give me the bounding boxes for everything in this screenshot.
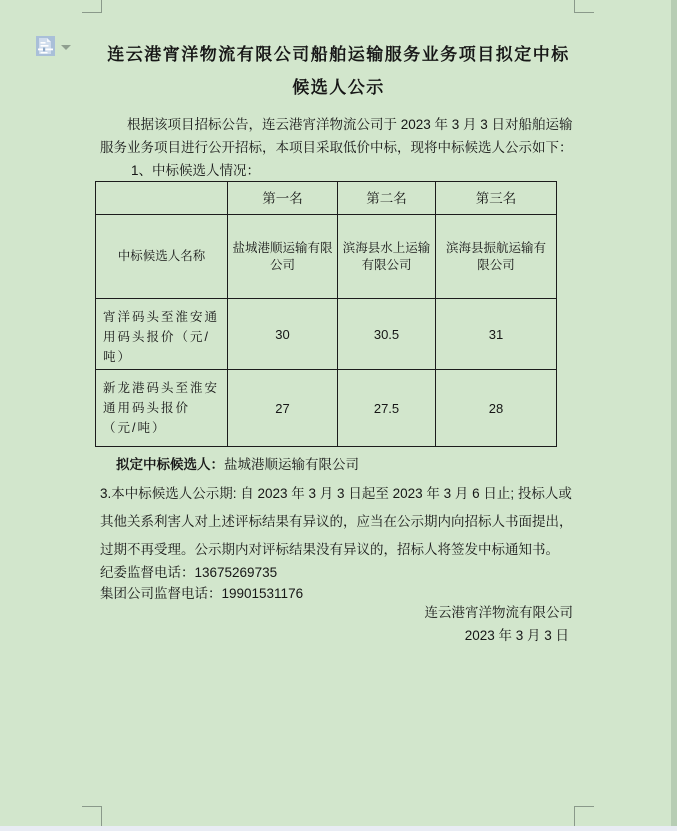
candidates-table [95, 181, 557, 447]
notice-line3: 过期不再受理。公示期内对评标结果没有异议的，招标人将签发中标通知书。 [100, 542, 559, 557]
candidate-name-2: 滨海县水上运输有限公司 [338, 215, 436, 299]
signature-date: 2023 年 3 月 3 日 [464, 628, 569, 643]
margin-corner-mark-bottom-right [574, 806, 594, 826]
price-xinlonggang-3: 28 [436, 370, 557, 447]
price-xinlonggang-2: 27.5 [338, 370, 436, 447]
page-right-edge [671, 0, 677, 831]
row-label-price-xiaoyang: 宵洋码头至淮安通用码头报价（元/吨） [96, 299, 228, 370]
notice-line2: 其他关系利害人对上述评标结果有异议的，应当在公示期内向招标人书面提出， [100, 514, 573, 529]
row-label-price-xinlonggang: 新龙港码头至淮安通用码头报价（元/吨） [96, 370, 228, 447]
notice-paragraph [100, 480, 595, 564]
intro-line3: 1、中标候选人情况： [131, 163, 261, 178]
table-row [96, 370, 557, 447]
document-title-line1: 连云港宵洋物流有限公司船舶运输服务业务项目拟定中标 [107, 45, 570, 64]
price-xiaoyang-1: 30 [228, 299, 338, 370]
proposed-winner-label: 拟定中标候选人： [116, 457, 224, 472]
table-row [96, 299, 557, 370]
candidate-name-1: 盐城港顺运输有限公司 [228, 215, 338, 299]
discipline-phone-line: 纪委监督电话：13675269735 [100, 565, 278, 580]
table-row [96, 182, 557, 215]
proposed-winner-line [116, 453, 359, 473]
intro-line2: 服务业务项目进行公开招标，本项目采取低价中标，现将中标候选人公示如下： [100, 140, 573, 155]
page-bottom-edge [0, 826, 677, 831]
proposed-winner-value: 盐城港顺运输有限公司 [224, 457, 359, 472]
supervision-contacts [100, 562, 303, 604]
table-header-third: 第三名 [436, 182, 557, 215]
price-xinlonggang-1: 27 [228, 370, 338, 447]
signature-company: 连云港宵洋物流有限公司 [424, 605, 573, 620]
table-header-second: 第二名 [338, 182, 436, 215]
table-header-first: 第一名 [228, 182, 338, 215]
candidate-name-3: 滨海县振航运输有限公司 [436, 215, 557, 299]
document-title [60, 38, 617, 104]
notice-line1: 3.本中标候选人公示期: 自 2023 年 3 月 3 日起至 2023 年 3 月 6 日止; 投标人或 [100, 486, 572, 501]
signature-block [300, 601, 573, 647]
table-header-blank [96, 182, 228, 215]
margin-corner-mark-top-left [82, 0, 102, 13]
margin-corner-mark-top-right [574, 0, 594, 13]
price-xiaoyang-3: 31 [436, 299, 557, 370]
document-title-line2: 候选人公示 [292, 78, 385, 97]
price-xiaoyang-2: 30.5 [338, 299, 436, 370]
row-label-candidate-name: 中标候选人名称 [96, 215, 228, 299]
intro-line1: 根据该项目招标公告，连云港宵洋物流公司于 2023 年 3 月 3 日对船舶运输 [127, 117, 573, 132]
margin-corner-mark-bottom-left [82, 806, 102, 826]
group-phone-line: 集团公司监督电话：19901531176 [100, 586, 304, 601]
table-row [96, 215, 557, 299]
intro-paragraph [100, 113, 590, 182]
